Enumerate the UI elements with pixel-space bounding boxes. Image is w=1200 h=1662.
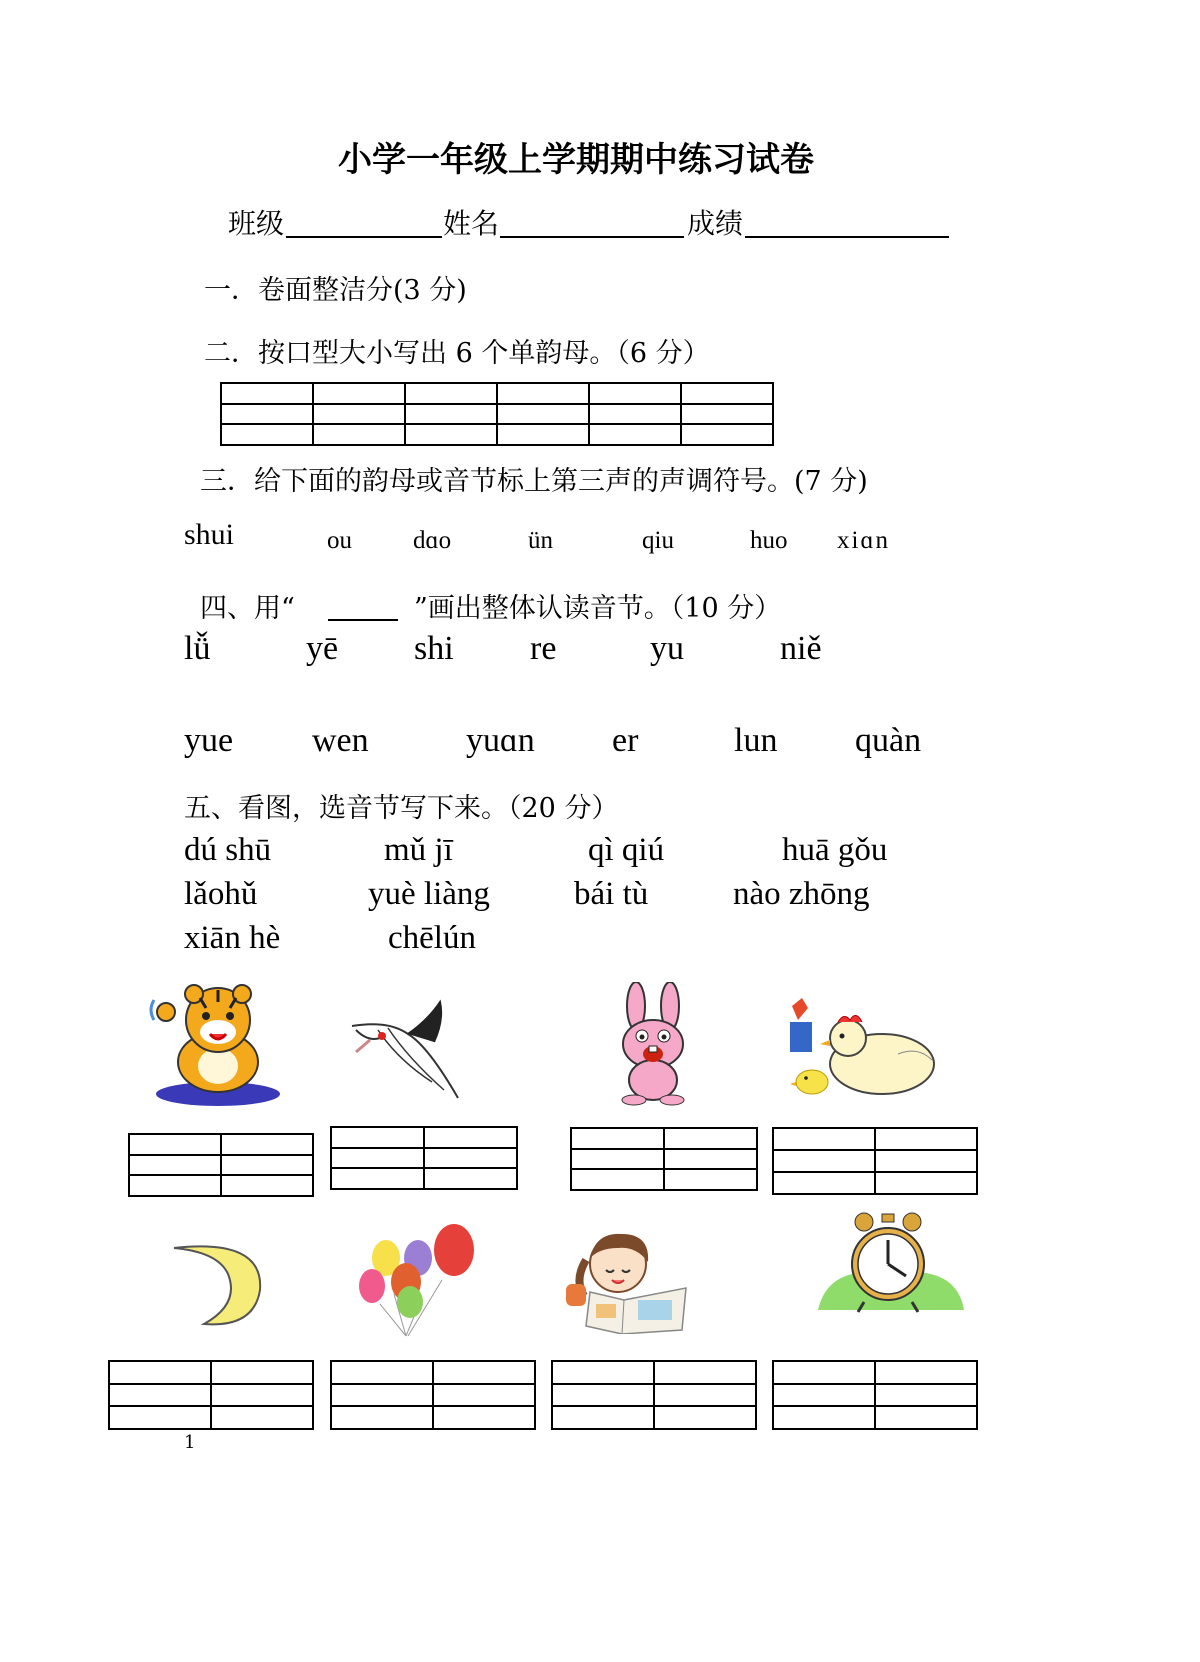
- answer-grid[interactable]: [128, 1133, 314, 1197]
- alarm-clock-picture: [816, 1210, 966, 1320]
- balloons-picture: [356, 1220, 480, 1340]
- word-option: huā gǒu: [782, 832, 888, 868]
- question-2: 二．按口型大小写出 6 个单韵母。（6 分）: [204, 338, 710, 369]
- q3-item: ün: [528, 527, 553, 554]
- syllable[interactable]: wen: [312, 722, 369, 759]
- class-blank[interactable]: [286, 236, 442, 238]
- question-3: 三．给下面的韵母或音节标上第三声的声调符号。(7 分): [200, 466, 868, 497]
- rabbit-picture: [604, 982, 702, 1106]
- girl-reading-book-picture: [556, 1230, 694, 1334]
- q3-item: huo: [750, 527, 788, 554]
- syllable[interactable]: yu: [650, 630, 684, 667]
- syllable[interactable]: yue: [184, 722, 234, 759]
- word-option: dú shū: [184, 832, 272, 868]
- word-option: mǔ jī: [384, 832, 453, 868]
- moon-picture: [168, 1240, 268, 1330]
- q3-item: qiu: [642, 527, 674, 554]
- answer-grid[interactable]: [772, 1360, 978, 1430]
- word-option: yuè liàng: [368, 876, 490, 912]
- answer-grid[interactable]: [330, 1126, 518, 1190]
- question-4-part-b: ”画出整体认读音节。（10 分）: [414, 593, 782, 624]
- syllable[interactable]: quàn: [855, 722, 922, 759]
- answer-grid[interactable]: [108, 1360, 314, 1430]
- word-option: xiān hè: [184, 920, 281, 956]
- answer-grid[interactable]: [330, 1360, 536, 1430]
- word-option: nào zhōng: [733, 876, 870, 912]
- syllable[interactable]: er: [612, 722, 639, 759]
- page-title: 小学一年级上学期期中练习试卷: [338, 140, 814, 180]
- word-option: qì qiú: [588, 832, 665, 868]
- q3-item: shui: [184, 518, 235, 551]
- question-5: 五、看图，选音节写下来。（20 分）: [184, 793, 619, 824]
- page-number: 1: [184, 1432, 196, 1453]
- vowel-writing-grid[interactable]: [220, 382, 774, 446]
- q3-item: ou: [327, 527, 352, 554]
- name-blank[interactable]: [500, 236, 684, 238]
- q3-item: dɑo: [413, 527, 452, 554]
- question-4-part-a: 四、用“: [200, 593, 295, 624]
- answer-grid[interactable]: [551, 1360, 757, 1430]
- answer-grid[interactable]: [772, 1127, 978, 1195]
- syllable[interactable]: shi: [414, 630, 454, 667]
- answer-grid[interactable]: [570, 1127, 758, 1191]
- syllable[interactable]: yuɑn: [466, 722, 535, 759]
- word-option: lǎohǔ: [184, 876, 258, 912]
- q3-item: xiɑn: [837, 527, 891, 554]
- syllable[interactable]: lun: [734, 722, 778, 759]
- syllable[interactable]: re: [530, 630, 557, 667]
- syllable[interactable]: lǚ: [184, 630, 211, 667]
- word-option: chēlún: [388, 920, 476, 956]
- tiger-picture: [140, 978, 290, 1108]
- score-label: 成绩: [687, 207, 744, 240]
- class-label: 班级: [228, 207, 285, 240]
- hen-and-chick-picture: [788, 994, 938, 1098]
- word-option: bái tù: [574, 876, 649, 912]
- syllable[interactable]: yē: [306, 630, 339, 667]
- crane-picture: [348, 990, 466, 1108]
- underline-sample: [328, 619, 398, 621]
- score-blank[interactable]: [745, 236, 949, 238]
- syllable[interactable]: niě: [780, 630, 822, 667]
- question-1: 一．卷面整洁分(3 分): [204, 275, 467, 306]
- name-label: 姓名: [443, 207, 500, 240]
